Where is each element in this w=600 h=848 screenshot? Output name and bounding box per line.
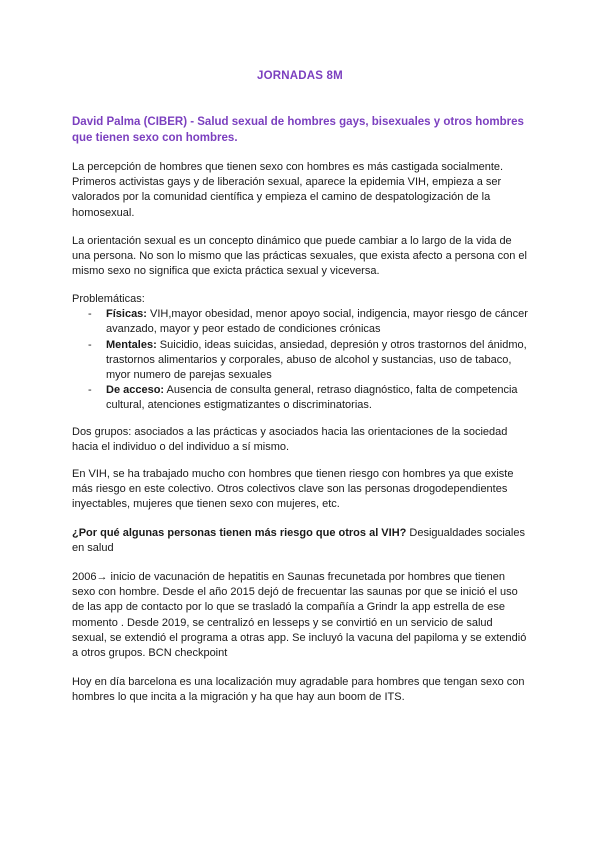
paragraph-vih: En VIH, se ha trabajado mucho con hombres que tienen riesgo con hombres ya que existe más riesgo en este colectivo. Otros colectivos clave son las personas drogodependientes inyectables, mujeres que tienen sexo con mujeres, etc. (72, 468, 514, 511)
paragraph-barcelona: Hoy en día barcelona es una localización muy agradable para hombres que tengan sexo con hombres lo que incita a la migración y ha que hay aun boom de ITS. (72, 676, 525, 704)
list-item (72, 338, 530, 384)
paragraph-groups: Dos grupos: asociados a las prácticas y asociados hacia las orientaciones de la sociedad hacia el individuo o del individuo a sí mismo. (72, 426, 508, 454)
problem-text: VIH,mayor obesidad, menor apoyo social, indigencia, mayor riesgo de cáncer avanzado, mayor y peor estado de condiciones crónicas (106, 308, 528, 336)
problem-text: Suicidio, ideas suicidas, ansiedad, depresión y otros trastornos del ánidmo, trastornos alimentarios y corporales, abuso de alcohol y sustancias, uso de tabaco, myor numero de parejas sexuales (106, 338, 527, 382)
problem-term: Físicas: (106, 308, 147, 321)
paragraph-orientation: La orientación sexual es un concepto dinámico que puede cambiar a lo largo de la vida de una persona. No son lo mismo que las prácticas sexuales, que exista afecto a persona con el mismo sexo no significa que exicta práctica sexual y viceversa. (72, 235, 527, 278)
speaker-name: David Palma (CIBER) (72, 116, 188, 128)
problems-label: Problemáticas: (72, 293, 145, 305)
problem-term: De acceso: (106, 384, 165, 397)
page-title: JORNADAS 8M (257, 70, 343, 82)
problem-term: Mentales: (106, 338, 157, 351)
heading-separator: - (187, 116, 198, 128)
list-item (72, 383, 530, 413)
talk-heading (72, 114, 528, 146)
talk-topic: Salud sexual de hombres gays, bisexuales y otros hombres que tienen sexo con hombres. (72, 116, 524, 144)
list-item (72, 307, 530, 337)
paragraph-history: 2006→ inicio de vacunación de hepatitis en Saunas frecunetada por hombres que tienen sexo con hombre. Desde el año 2015 dejó de frecuentar las saunas por que se inició el uso de las app de contacto por lo que se trasladó la compañía a Grindr la app estrella de ese momento . Desde 2019, se centralizó en lesseps y se convirtió en un servicio de salud sexual, se extendió el programa a otras app. Se incluyó la vacuna del papiloma y se extendió a otros grupos. BCN checkpoint (72, 571, 527, 660)
question-rest: Desigualdades sociales en salud (72, 527, 525, 555)
paragraph-perception: La percepción de hombres que tienen sexo con hombres es más castigada socialmente. Primeros activistas gays y de liberación sexual, aparece la epidemia VIH, empieza a ser valorados por la comunidad científica y empieza el camino de despatologización de la homosexual. (72, 161, 504, 219)
question-paragraph (72, 526, 530, 556)
question-bold: ¿Por qué algunas personas tienen más riesgo que otros al VIH? (72, 527, 407, 539)
problems-list (72, 307, 530, 413)
problem-text: Ausencia de consulta general, retraso diagnóstico, falta de competencia cultural, atenciones estigmatizantes o discriminatorias. (106, 384, 518, 412)
problems-section (72, 292, 530, 414)
